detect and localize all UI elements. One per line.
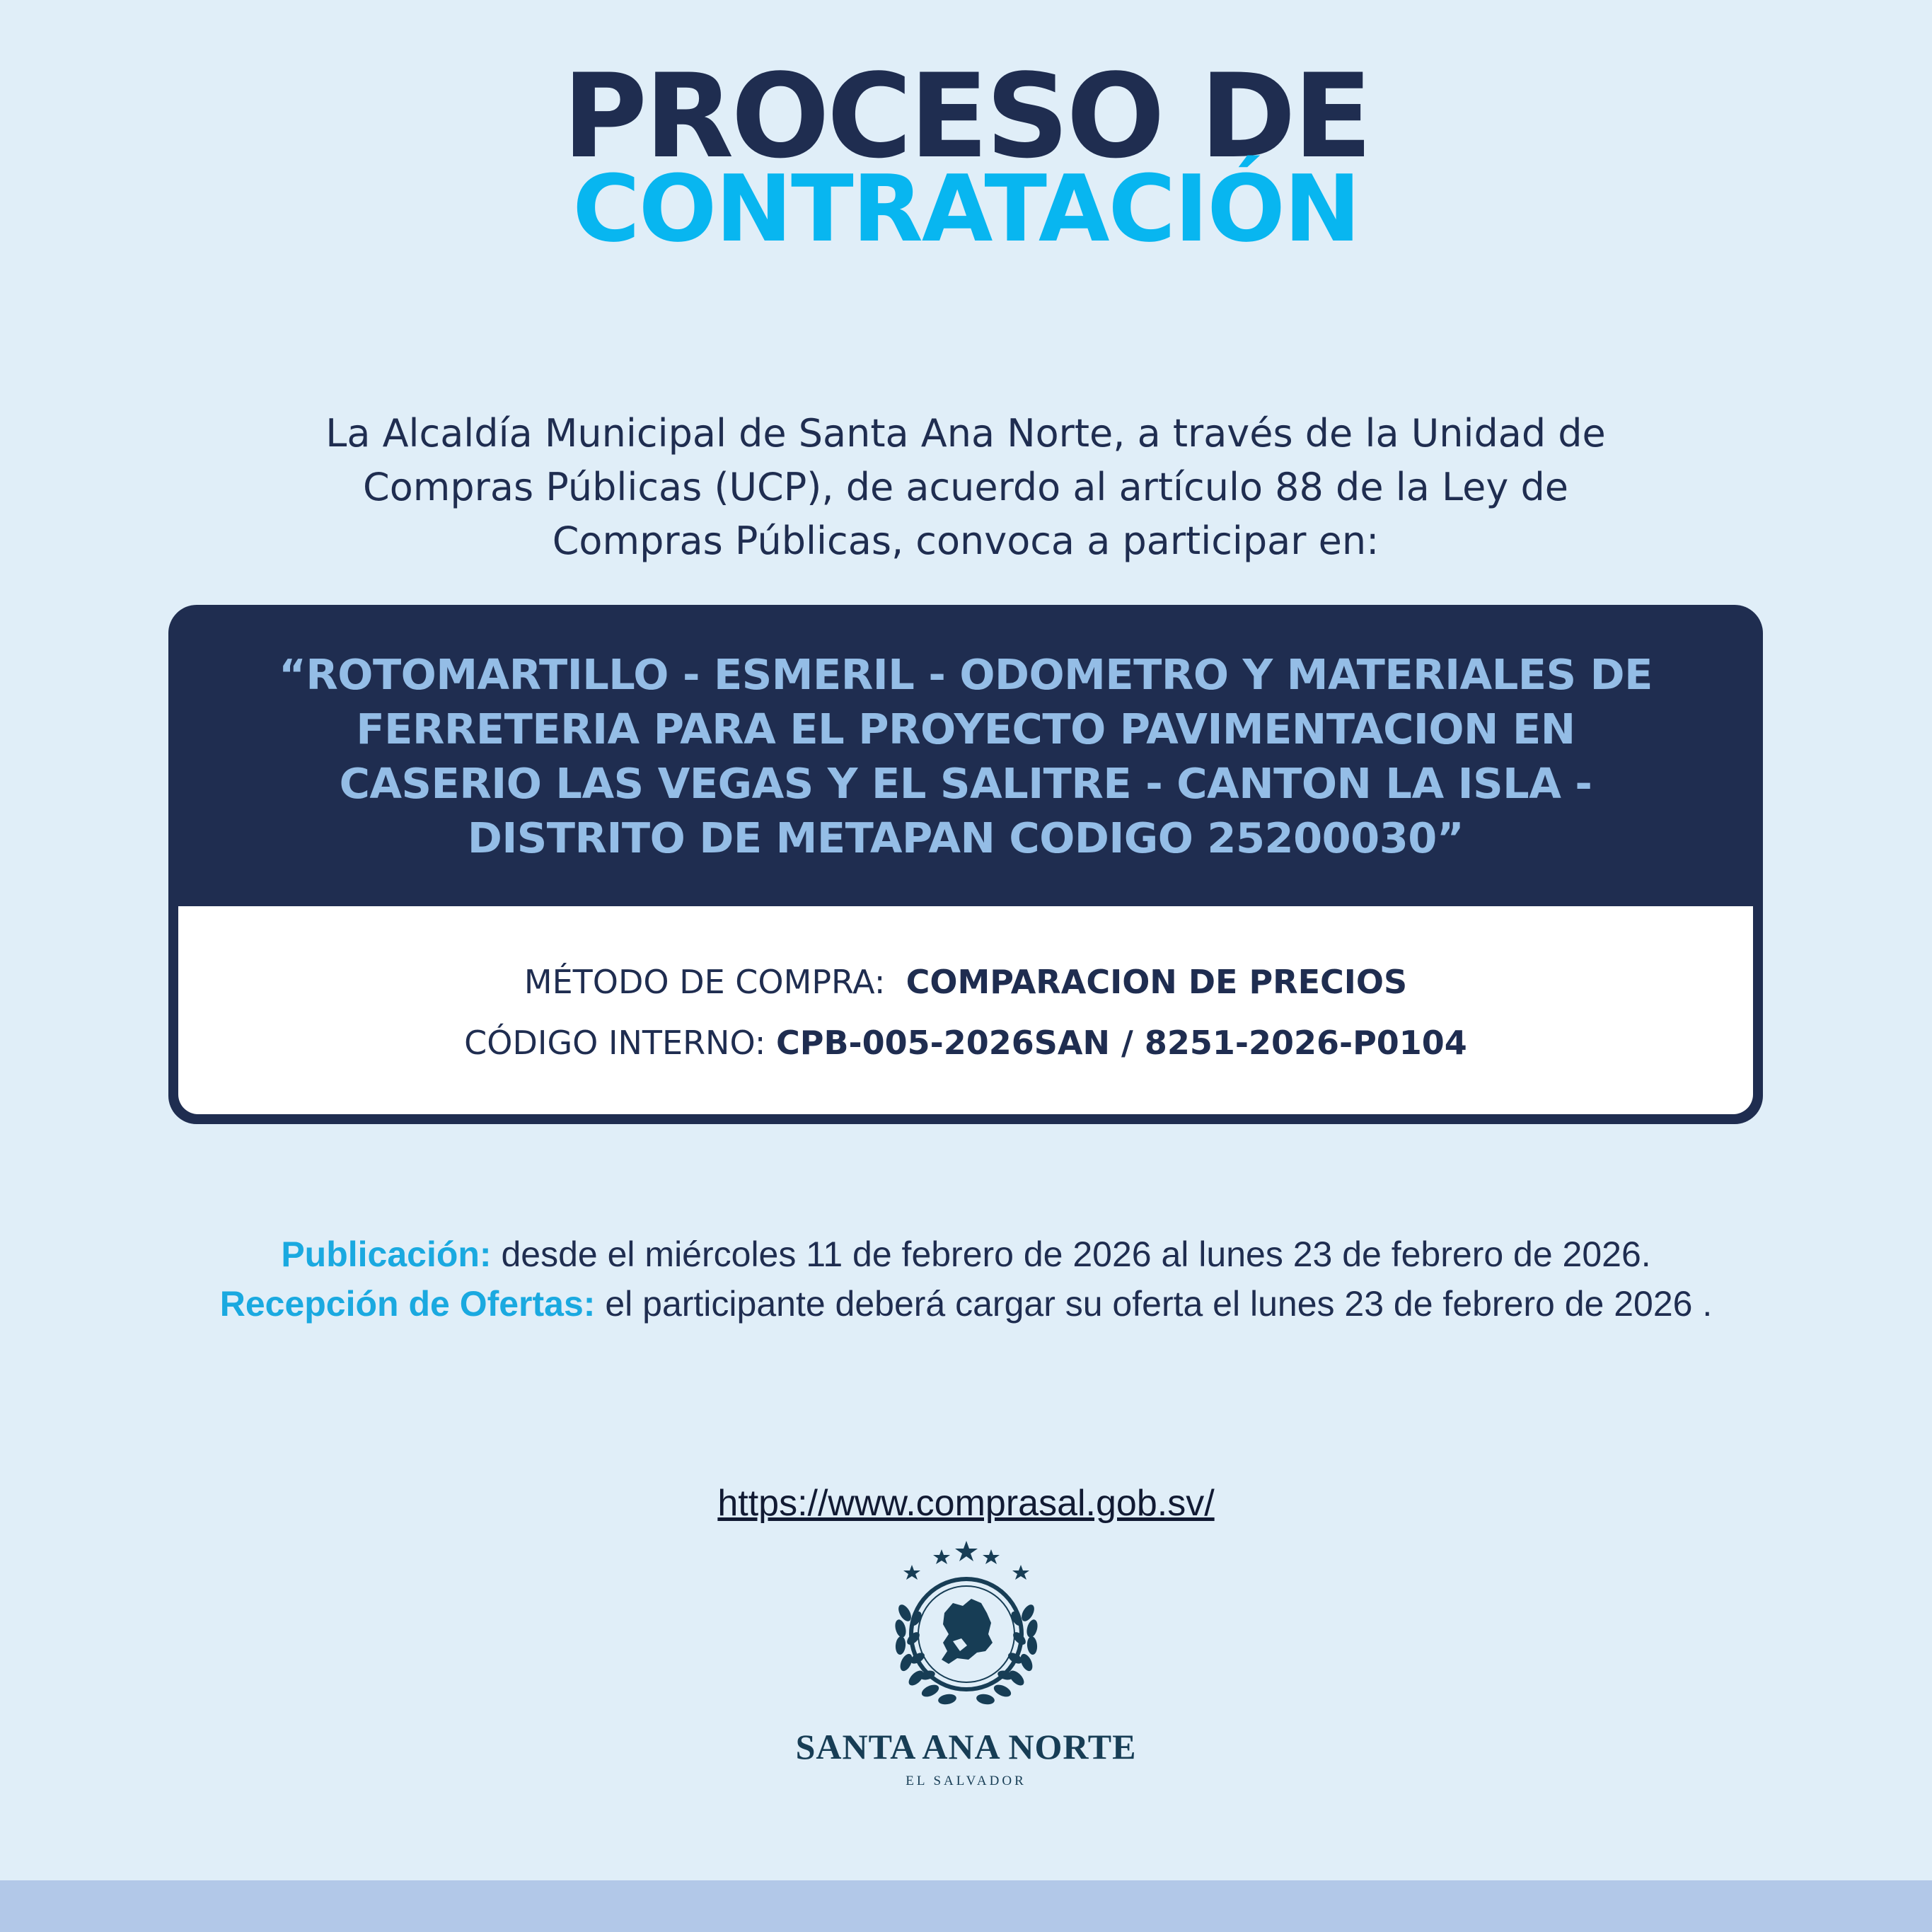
brand-country: EL SALVADOR [906, 1774, 1026, 1788]
publication-label: Publicación: [281, 1234, 492, 1274]
publication-text: desde el miércoles 11 de febrero de 2026 al lunes 23 de febrero de 2026. [501, 1234, 1651, 1274]
comprasal-link-row [0, 1482, 1932, 1525]
procurement-details [178, 906, 1753, 1114]
bottom-bar [0, 1880, 1932, 1932]
page-title: PROCESO DE [562, 49, 1370, 184]
intro-line: La Alcaldía Municipal de Santa Ana Norte, a través de la Unidad de [325, 411, 1606, 456]
intro-paragraph [233, 407, 1698, 568]
offer-reception-label: Recepción de Ofertas: [219, 1284, 596, 1324]
procurement-title [225, 647, 1706, 865]
intro-line: Compras Públicas, convoca a participar en: [552, 519, 1379, 563]
purchase-method [178, 963, 1753, 1001]
dates-section [0, 1230, 1932, 1329]
internal-code-label: CÓDIGO INTERNO: [464, 1024, 766, 1062]
internal-code [178, 1024, 1753, 1062]
procurement-title-line: DISTRITO DE METAPAN CODIGO 25200030” [467, 814, 1464, 862]
offer-reception-text: el participante deberá cargar su oferta el lunes 23 de febrero de 2026 . [605, 1284, 1713, 1324]
comprasal-link[interactable]: https://www.comprasal.gob.sv/ [717, 1483, 1215, 1524]
santa-ana-norte-seal-icon [874, 1535, 1059, 1726]
purchase-method-value: COMPARACION DE PRECIOS [906, 963, 1408, 1001]
procurement-title-line: FERRETERIA PARA EL PROYECTO PAVIMENTACION EN [356, 705, 1575, 753]
procurement-title-line: “ROTOMARTILLO - ESMERIL - ODOMETRO Y MATERIALES DE [279, 650, 1653, 699]
procurement-card [168, 605, 1763, 1124]
procurement-title-line: CASERIO LAS VEGAS Y EL SALITRE - CANTON LA ISLA - [339, 759, 1592, 808]
intro-line: Compras Públicas (UCP), de acuerdo al artículo 88 de la Ley de [363, 465, 1568, 509]
offer-reception [0, 1279, 1932, 1329]
publication-dates [0, 1230, 1932, 1279]
internal-code-value: CPB-005-2026SAN / 8251-2026-P0104 [776, 1024, 1467, 1062]
page-subtitle: CONTRATACIÓN [572, 155, 1360, 262]
brand-name: SANTA ANA NORTE [795, 1727, 1137, 1766]
purchase-method-label: MÉTODO DE COMPRA: [524, 963, 886, 1001]
